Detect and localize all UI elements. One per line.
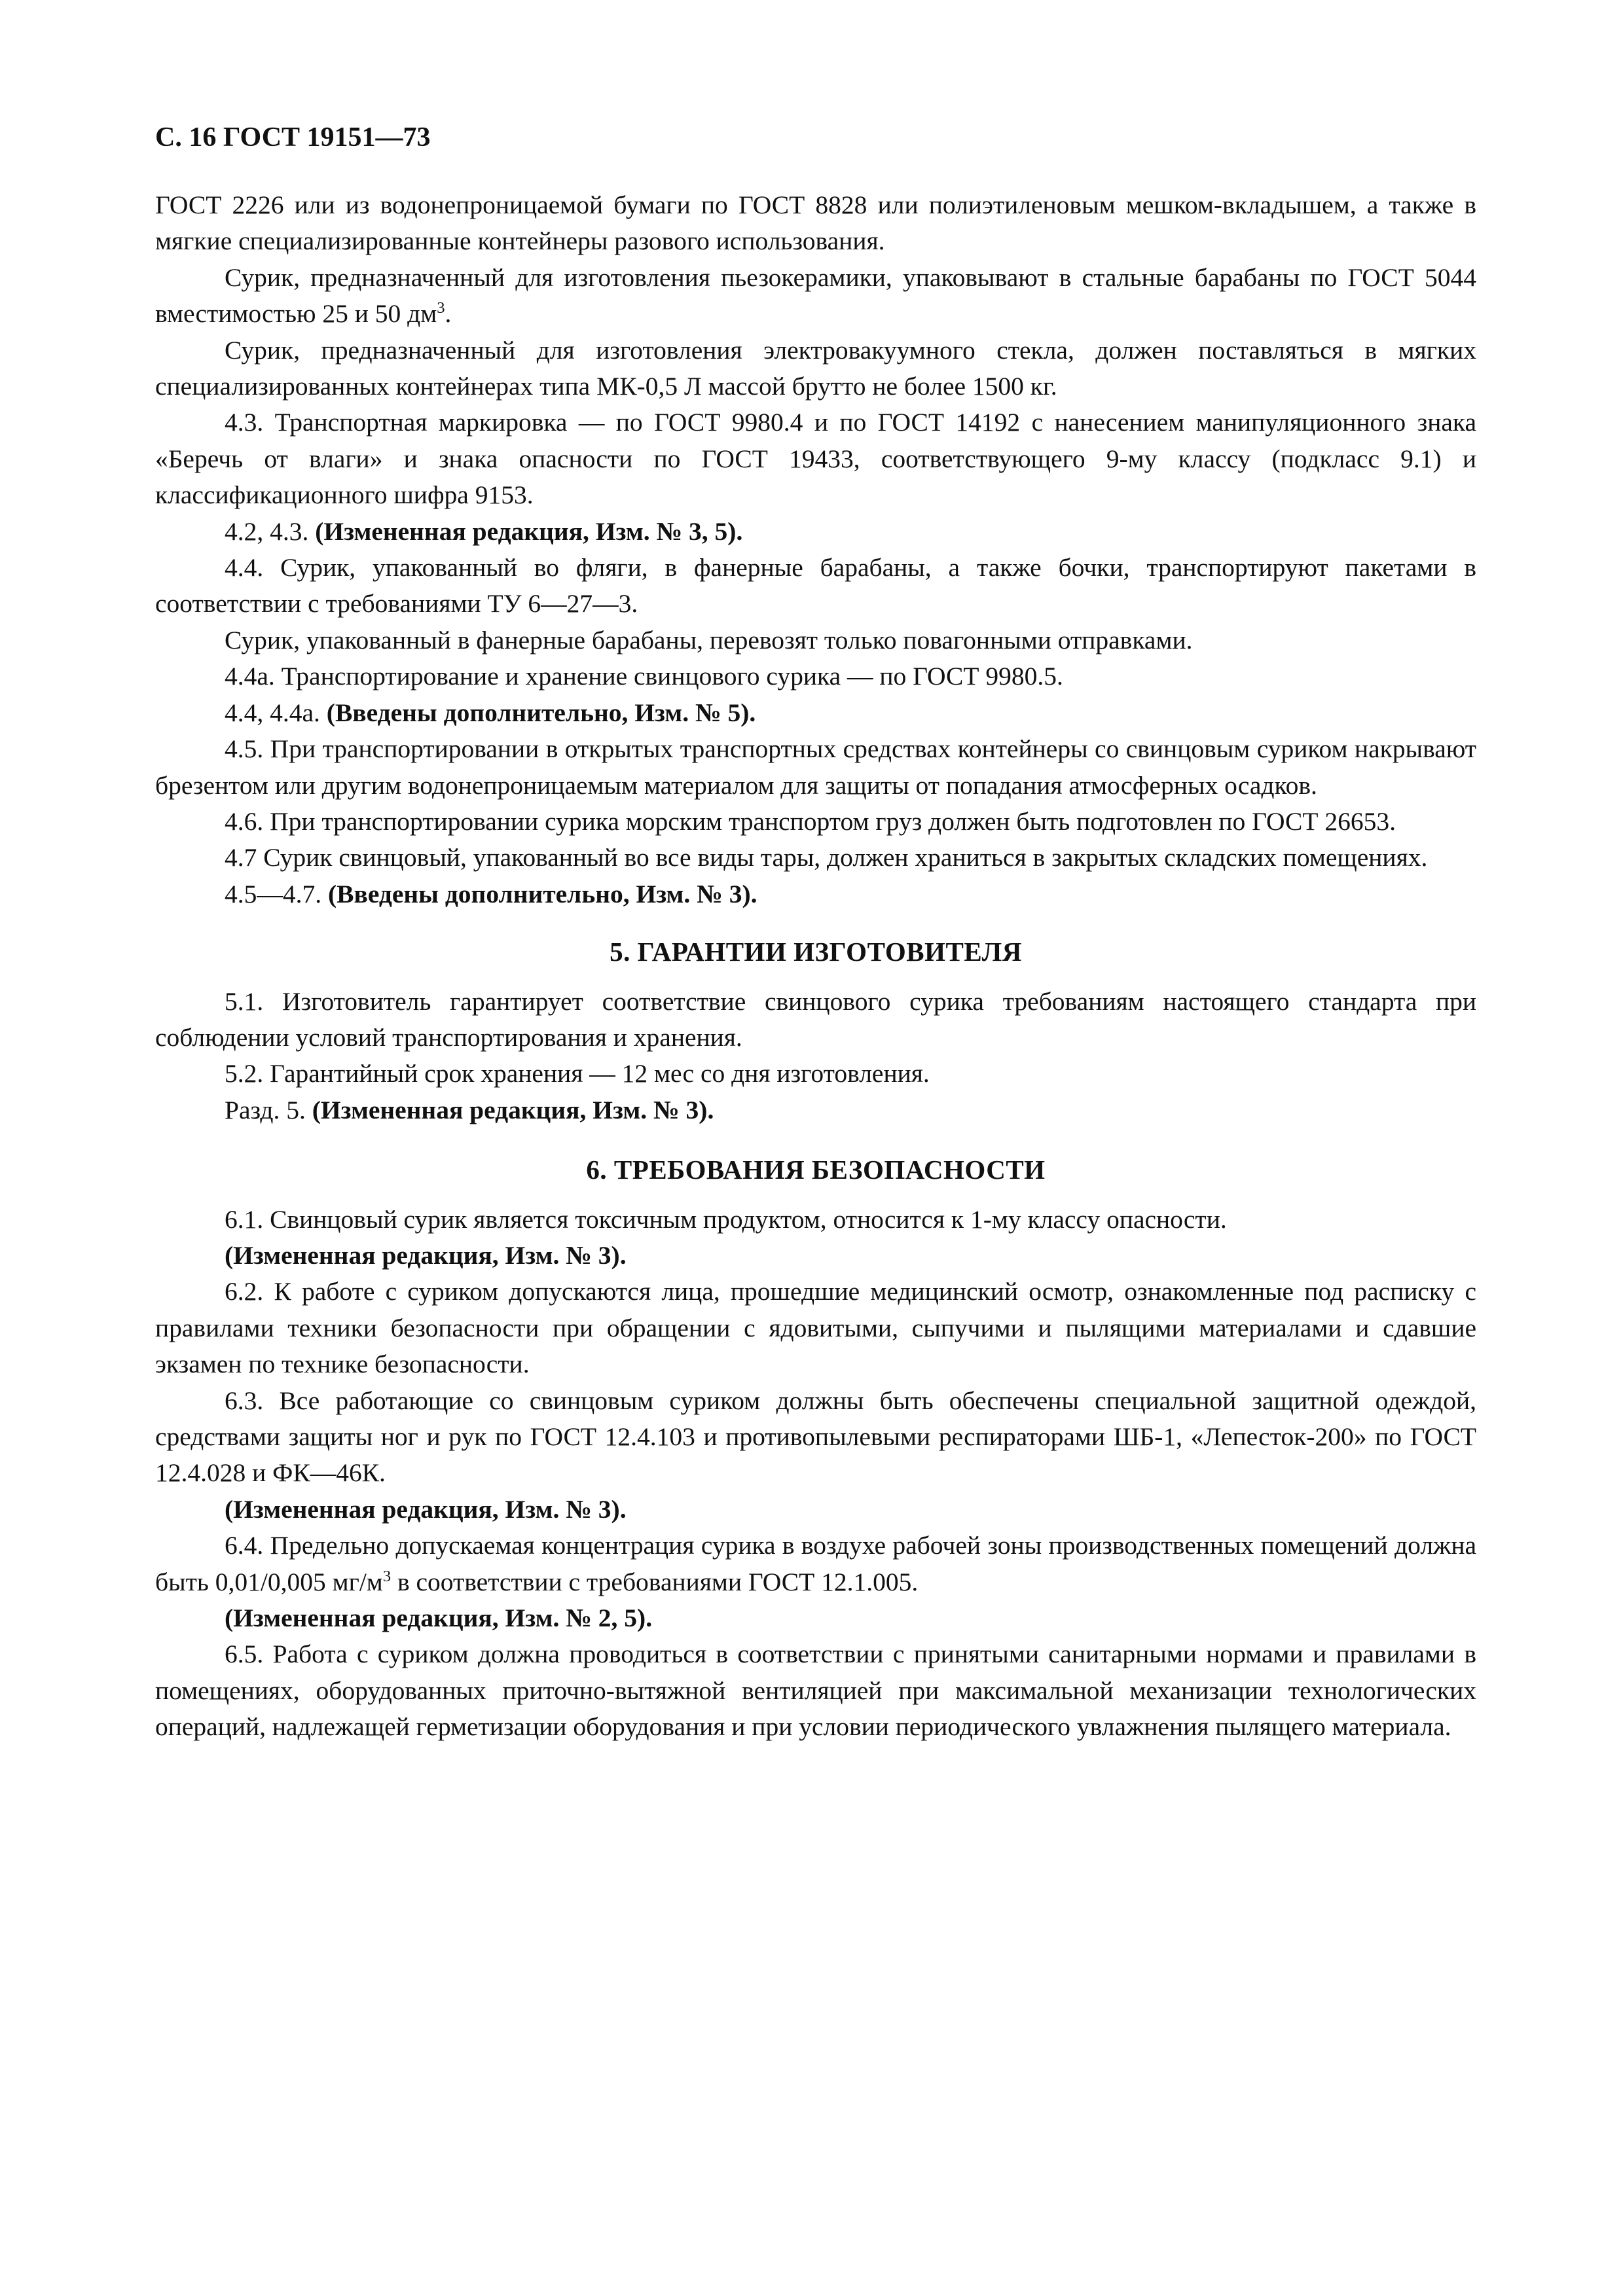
- paragraph-4-3: 4.3. Транспортная маркировка — по ГОСТ 9980.4 и по ГОСТ 14192 с нанесением манипуляционного знака «Беречь от влаги» и знака опасности по ГОСТ 19433, соответствующего 9-му классу (подкласс 9.1) и классификационного шифра 9153.: [155, 408, 1476, 510]
- paragraph-4-5: 4.5. При транспортировании в открытых транспортных средствах контейнеры со свинцовым суриком накрывают брезентом или другим водонепроницаемым материалом для защиты от попадания атмосферных осадков.: [155, 734, 1476, 800]
- document-page: [155, 118, 1476, 1746]
- clause-number: 4.5—4.7.: [225, 879, 322, 908]
- paragraph-end: в соответствии с требованиями ГОСТ 12.1.005.: [391, 1567, 919, 1596]
- amendment-note-4-4-4-4a: [155, 695, 1476, 731]
- paragraph-6-3: 6.3. Все работающие со свинцовым суриком должны быть обеспечены специальной защитной одеждой, средствами защиты ног и рук по ГОСТ 12.4.103 и противопылевыми респираторами ШБ-1, «Лепесток-200» по ГОСТ 12.4.028 и ФК—46К.: [155, 1386, 1476, 1488]
- superscript: 3: [437, 299, 445, 317]
- paragraph-electrovacuum-glass: Сурик, предназначенный для изготовления электровакуумного стекла, должен поставляться в мягких специализированных контейнерах типа МК-0,5 Л массой брутто не более 1500 кг.: [155, 335, 1476, 401]
- page-header: С. 16 ГОСТ 19151—73: [155, 122, 431, 152]
- clause-number: 4.2, 4.3.: [225, 516, 309, 546]
- clause-number: Разд. 5.: [225, 1095, 306, 1124]
- paragraph-continuation: ГОСТ 2226 или из водонепроницаемой бумаги по ГОСТ 8828 или полиэтиленовым мешком-вкладышем, а также в мягкие специализированные контейнеры разового использования.: [155, 190, 1476, 256]
- section-title-6: 6. ТРЕБОВАНИЯ БЕЗОПАСНОСТИ: [586, 1155, 1046, 1185]
- amendment-text: (Измененная редакция, Изм. № 3, 5).: [315, 516, 743, 546]
- paragraph-text: Сурик, предназначенный для изготовления пьезокерамики, упаковывают в стальные барабаны по ГОСТ 5044 вместимостью 25 и 50 дм: [155, 262, 1476, 329]
- amendment-note-6-4: (Измененная редакция, Изм. № 2, 5).: [225, 1604, 653, 1633]
- amendment-text: (Введены дополнительно, Изм. № 5).: [326, 698, 756, 727]
- paragraph-end: .: [445, 299, 452, 329]
- amendment-note-4-5-4-7: [155, 876, 1476, 912]
- amendment-text: (Измененная редакция, Изм. № 3).: [312, 1095, 714, 1124]
- paragraph-text: 6.4. Предельно допускаемая концентрация сурика в воздухе рабочей зоны производственных помещений должна быть 0,01/0,005 мг/м: [155, 1531, 1476, 1596]
- amendment-note-section-5: [155, 1092, 1476, 1128]
- paragraph-4-4: 4.4. Сурик, упакованный во фляги, в фанерные барабаны, а также бочки, транспортируют пакетами в соответствии с требованиями ТУ 6—27—3.: [155, 553, 1476, 619]
- section-title-5: 5. ГАРАНТИИ ИЗГОТОВИТЕЛЯ: [610, 937, 1022, 967]
- paragraph-5-2: 5.2. Гарантийный срок хранения — 12 мес со дня изготовления.: [225, 1059, 930, 1088]
- amendment-note-6-1: (Измененная редакция, Изм. № 3).: [225, 1240, 627, 1270]
- amendment-text: (Введены дополнительно, Изм. № 3).: [328, 879, 757, 908]
- paragraph-6-4: [155, 1528, 1476, 1600]
- paragraph-6-5: 6.5. Работа с суриком должна проводиться в соответствии с принятыми санитарными нормами и правилами в помещениях, оборудованных приточно-вытяжной вентиляцией при максимальной механизации технологических операций, надлежащей герметизации оборудования и при условии периодического увлажнения пылящего материала.: [155, 1640, 1476, 1742]
- paragraph-4-6: 4.6. При транспортировании сурика морским транспортом груз должен быть подготовлен по ГОСТ 26653.: [225, 806, 1396, 836]
- paragraph-plywood-drums: Сурик, упакованный в фанерные барабаны, перевозят только повагонными отправками.: [225, 625, 1193, 655]
- amendment-note-6-3: (Измененная редакция, Изм. № 3).: [225, 1494, 627, 1524]
- clause-number: 4.4, 4.4а.: [225, 698, 320, 727]
- paragraph-6-2: 6.2. К работе с суриком допускаются лица, прошедшие медицинский осмотр, ознакомленные под расписку с правилами техники безопасности при обращении с ядовитыми, сыпучими и пылящими материалами и сдавшие экзамен по технике безопасности.: [155, 1277, 1476, 1379]
- paragraph-piezoceramics: [155, 260, 1476, 332]
- amendment-note-4-2-4-3: [155, 514, 1476, 550]
- paragraph-4-4a: 4.4а. Транспортирование и хранение свинцового сурика — по ГОСТ 9980.5.: [225, 662, 1063, 691]
- paragraph-5-1: 5.1. Изготовитель гарантирует соответствие свинцового сурика требованиям настоящего стандарта при соблюдении условий транспортирования и хранения.: [155, 986, 1476, 1052]
- superscript: 3: [382, 1567, 392, 1585]
- paragraph-6-1: 6.1. Свинцовый сурик является токсичным продуктом, относится к 1-му классу опасности.: [225, 1204, 1227, 1234]
- paragraph-4-7: 4.7 Сурик свинцовый, упакованный во все виды тары, должен храниться в закрытых складских помещениях.: [225, 843, 1428, 872]
